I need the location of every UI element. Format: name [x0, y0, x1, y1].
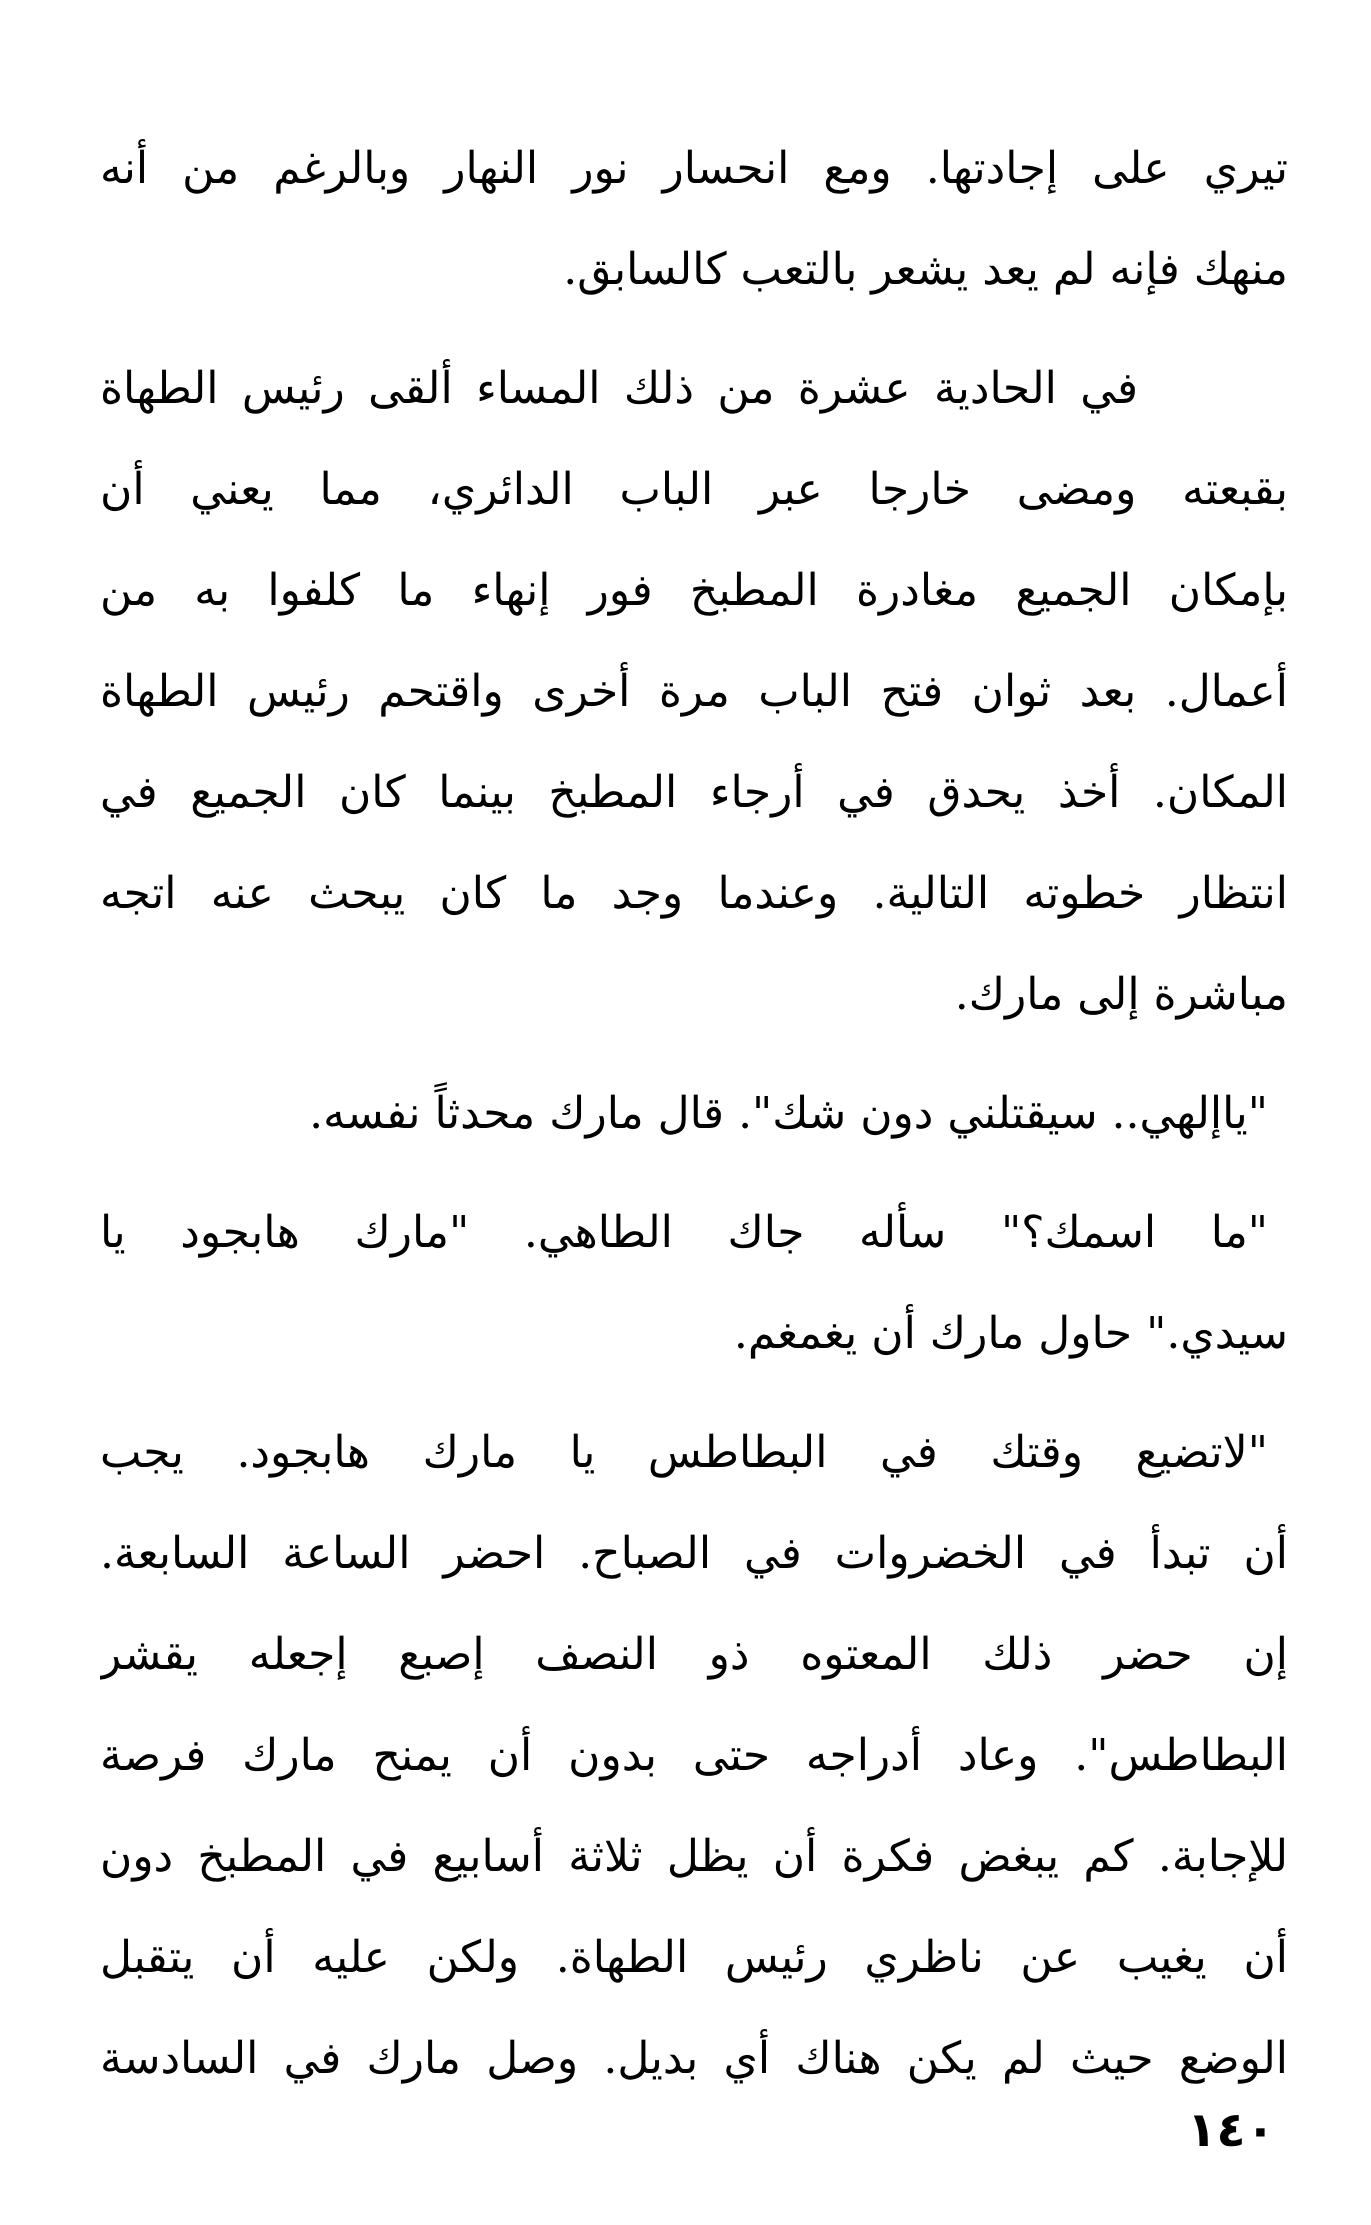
text-line: "ما اسمك؟" سأله جاك الطاهي. "مارك هابجود يا — [100, 1207, 1268, 1258]
paragraph-gap — [100, 1164, 1288, 1182]
paragraph-gap — [100, 1045, 1288, 1063]
text-line: البطاطس". وعاد أدراجه حتى بدون أن يمنح مارك فرصة — [100, 1730, 1288, 1781]
paragraph-3 — [100, 1063, 1288, 1164]
text-line: أن تبدأ في الخضروات في الصباح. احضر الساعة السابعة. — [100, 1528, 1288, 1579]
paragraph-2 — [100, 338, 1288, 1045]
text-line: للإجابة. كم يبغض فكرة أن يظل ثلاثة أسابيع في المطبخ دون — [100, 1831, 1288, 1882]
text-line: سيدي." حاول مارك أن يغمغم. — [733, 1308, 1288, 1359]
text-line: مباشرة إلى مارك. — [954, 969, 1288, 1020]
text-line: بإمكان الجميع مغادرة المطبخ فور إنهاء ما كلفوا به من — [100, 565, 1288, 616]
text-line: أن يغيب عن ناظري رئيس الطهاة. ولكن عليه أن يتقبل — [100, 1932, 1288, 1983]
text-line: منهك فإنه لم يعد يشعر بالتعب كالسابق. — [563, 244, 1288, 295]
text-line: انتظار خطوته التالية. وعندما وجد ما كان يبحث عنه اتجه — [100, 868, 1288, 919]
page-number: ١٤٠ — [1187, 2102, 1275, 2158]
paragraph-gap — [100, 1384, 1288, 1402]
text-line: "ياإلهي.. سيقتلني دون شك". قال مارك محدثاً نفسه. — [309, 1088, 1268, 1139]
paragraph-5 — [100, 1402, 1288, 2109]
text-line: المكان. أخذ يحدق في أرجاء المطبخ بينما كان الجميع في — [100, 767, 1288, 818]
paragraph-4 — [100, 1182, 1288, 1384]
text-line: تيري على إجادتها. ومع انحسار نور النهار وبالرغم من أنه — [100, 143, 1288, 194]
text-line: إن حضر ذلك المعتوه ذو النصف إصبع إجعله يقشر — [100, 1629, 1288, 1680]
paragraph-1 — [100, 118, 1288, 320]
text-line: بقبعته ومضى خارجا عبر الباب الدائري، مما يعني أن — [100, 464, 1288, 515]
page-body — [100, 118, 1288, 2109]
text-line: في الحادية عشرة من ذلك المساء ألقى رئيس الطهاة — [100, 363, 1138, 414]
text-line: أعمال. بعد ثوان فتح الباب مرة أخرى واقتحم رئيس الطهاة — [100, 666, 1288, 717]
text-line: "لاتضيع وقتك في البطاطس يا مارك هابجود. يجب — [100, 1427, 1268, 1478]
text-line: الوضع حيث لم يكن هناك أي بديل. وصل مارك في السادسة — [100, 2033, 1288, 2084]
paragraph-gap — [100, 320, 1288, 338]
